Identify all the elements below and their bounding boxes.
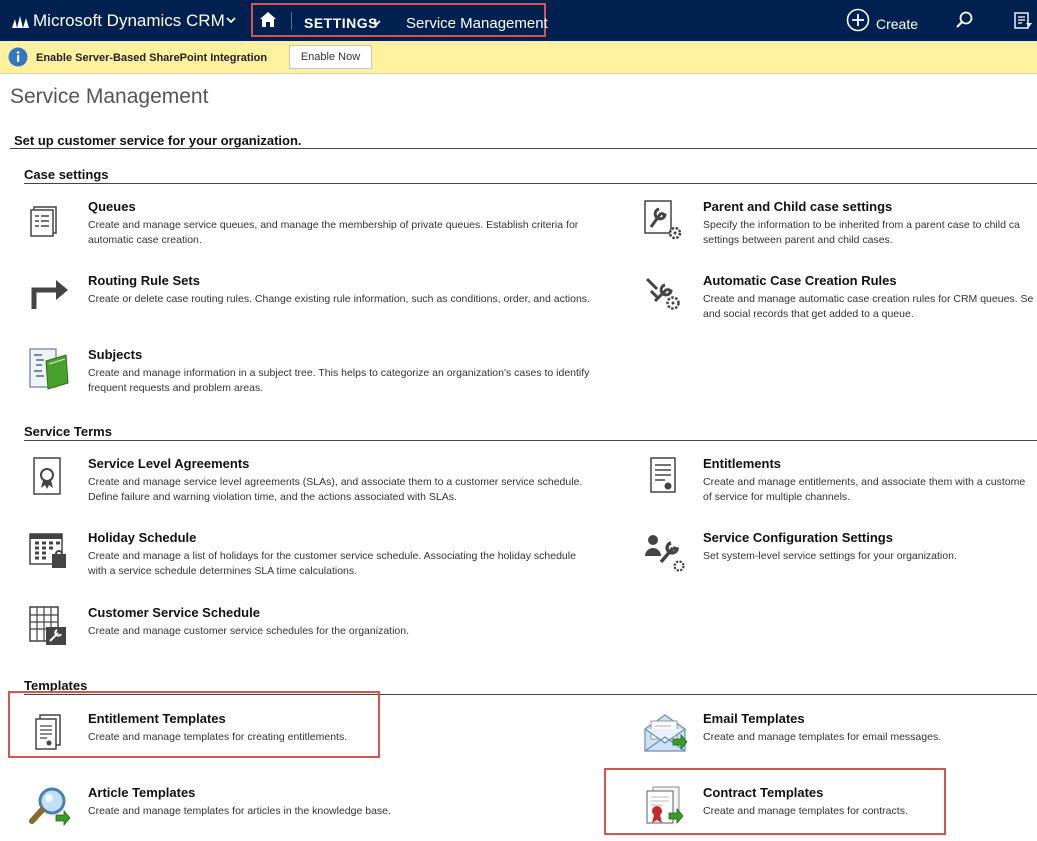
item-description: Create and manage customer service schedules for the organization. [88, 625, 410, 637]
item-description: Create or delete case routing rules. Change existing rule information, such as conditions, order, and actions. [88, 293, 590, 305]
item-description: Set system-level service settings for your organization. [703, 550, 957, 562]
enable-now-button[interactable]: Enable Now [289, 45, 372, 69]
item-description: Create and manage templates for contracts. [703, 805, 908, 817]
app-title[interactable]: Microsoft Dynamics CRM [33, 11, 225, 30]
info-icon [8, 47, 28, 67]
auto-rules-icon [643, 273, 687, 317]
divider [10, 148, 1037, 149]
service-config-icon [643, 530, 687, 574]
item-title[interactable]: Queues [88, 199, 136, 214]
contract-template-icon [643, 785, 687, 829]
advanced-find-icon[interactable] [1013, 11, 1033, 31]
item-description: frequent requests and problem areas. [88, 382, 264, 394]
top-navbar [0, 0, 1037, 41]
item-description: Create and manage information in a subject tree. This helps to categorize an organization's cases to identify [88, 367, 590, 379]
item-title[interactable]: Article Templates [88, 785, 196, 800]
item-description: automatic case creation. [88, 234, 202, 246]
search-icon[interactable] [955, 10, 975, 30]
holiday-calendar-icon [28, 530, 72, 574]
item-description: and social records that get added to a queue. [703, 308, 914, 320]
email-template-icon [643, 711, 687, 755]
section-title-case-settings: Case settings [24, 167, 109, 182]
routing-arrow-icon [28, 273, 72, 317]
item-title[interactable]: Service Level Agreements [88, 456, 250, 471]
item-title[interactable]: Contract Templates [703, 785, 824, 800]
create-button[interactable]: Create [876, 16, 919, 32]
sla-certificate-icon [28, 456, 72, 500]
notification-bar [0, 41, 1037, 74]
item-title[interactable]: Automatic Case Creation Rules [703, 273, 897, 288]
section-title-service-terms: Service Terms [24, 424, 112, 439]
case-settings-icon [643, 199, 687, 243]
item-title[interactable]: Entitlements [703, 456, 782, 471]
entitlement-template-icon [28, 711, 72, 755]
item-title[interactable]: Parent and Child case settings [703, 199, 893, 214]
item-title[interactable]: Customer Service Schedule [88, 605, 260, 620]
item-description: settings between parent and child cases. [703, 234, 893, 246]
item-description: Create and manage entitlements, and associate them with a custome [703, 476, 1026, 488]
schedule-calendar-icon [28, 605, 72, 649]
chevron-down-icon[interactable] [225, 14, 237, 26]
item-description: with a service schedule determines SLA time calculations. [88, 565, 358, 577]
section-title-templates: Templates [24, 678, 88, 693]
item-title[interactable]: Service Configuration Settings [703, 530, 893, 545]
home-icon[interactable] [259, 11, 277, 28]
page-subheading: Set up customer service for your organization. [14, 133, 302, 148]
settings-menu[interactable]: SETTINGS [304, 15, 379, 31]
notification-message: Enable Server-Based SharePoint Integration [36, 52, 268, 64]
item-description: Define failure and warning violation time, and the actions associated with SLAs. [88, 491, 457, 503]
item-title[interactable]: Subjects [88, 347, 143, 362]
item-description: Create and manage templates for creating entitlements. [88, 731, 348, 743]
divider [24, 440, 1037, 441]
item-description: Create and manage a list of holidays for the customer service schedule. Associating the holiday schedule [88, 550, 576, 562]
item-title[interactable]: Email Templates [703, 711, 805, 726]
item-description: Create and manage templates for articles in the knowledge base. [88, 805, 391, 817]
item-description: Specify the information to be inherited from a parent case to child ca [703, 219, 1020, 231]
item-description: Create and manage automatic case creation rules for CRM queues. Se [703, 293, 1034, 305]
breadcrumb-service-management[interactable]: Service Management [406, 15, 548, 32]
item-title[interactable]: Routing Rule Sets [88, 273, 200, 288]
entitlements-icon [643, 456, 687, 500]
queues-icon [28, 199, 72, 243]
item-title[interactable]: Entitlement Templates [88, 711, 226, 726]
item-description: of service for multiple channels. [703, 491, 851, 503]
dynamics-logo-icon [11, 13, 31, 29]
item-description: Create and manage service level agreements (SLAs), and associate them to a customer service schedule. [88, 476, 583, 488]
chevron-down-icon[interactable] [372, 18, 382, 28]
page-title: Service Management [10, 85, 209, 108]
subjects-icon [28, 347, 72, 391]
create-plus-icon[interactable] [846, 8, 870, 32]
item-description: Create and manage service queues, and manage the membership of private queues. Establish criteria for [88, 219, 579, 231]
nav-separator [291, 12, 292, 30]
article-template-icon [28, 785, 72, 829]
item-description: Create and manage templates for email messages. [703, 731, 942, 743]
divider [24, 183, 1037, 184]
item-title[interactable]: Holiday Schedule [88, 530, 197, 545]
